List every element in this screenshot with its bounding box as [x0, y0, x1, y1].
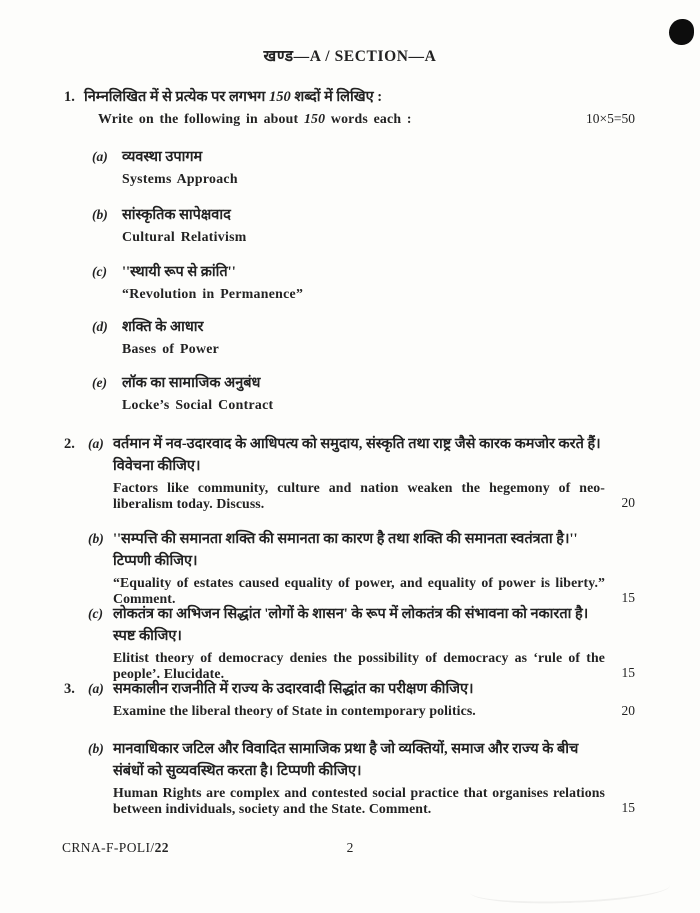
q1-hindi-wordcount: 150 — [268, 89, 291, 105]
question-3-part-a — [64, 678, 635, 719]
q3b-hindi: मानवाधिकार जटिल और विवादित सामाजिक प्रथा है जो व्यक्तियों, समाज और राज्य के बीच संबंधों को सुव्यवस्थित करता है। टिप्पणी कीजिए। — [113, 741, 579, 779]
q3b-english: Human Rights are complex and contested social practice that organises relations between individuals, society and the State. Comment. — [113, 785, 605, 816]
item-b-label: (b) — [92, 207, 108, 222]
q2c-hindi: लोकतंत्र का अभिजन सिद्धांत 'लोगों के शासन' के रूप में लोकतंत्र की संभावना को नकारता है। स्पष्ट कीजिए। — [113, 606, 589, 644]
q1-english-pre: Write on the following in about — [98, 111, 304, 126]
item-c-english: “Revolution in Permanence” — [122, 286, 304, 301]
item-b-hindi: सांस्कृतिक सापेक्षवाद — [122, 207, 231, 223]
item-c-hindi: ''स्थायी रूप से क्रांति'' — [122, 264, 236, 280]
paper-code-prefix: CRNA-F-POLI/ — [62, 840, 155, 855]
q2b-marks: 15 — [621, 590, 635, 605]
item-d-body — [122, 317, 592, 357]
q1-hindi-pre: निम्नलिखित में से प्रत्येक पर लगभग — [84, 89, 269, 105]
question-1-marks: 10×5=50 — [586, 110, 635, 126]
q1-english-wordcount: 150 — [303, 111, 326, 126]
q2c-label: (c) — [88, 606, 103, 621]
q1-hindi-post: शब्दों में लिखिए : — [290, 89, 383, 105]
item-e-english: Locke’s Social Contract — [122, 397, 274, 412]
q2a-marks: 20 — [621, 495, 635, 510]
item-e-hindi: लॉक का सामाजिक अनुबंध — [122, 375, 261, 391]
q3b-number-placeholder — [64, 738, 88, 816]
question-3-part-b — [64, 738, 635, 816]
question-3-number: 3. — [64, 681, 75, 697]
page-number: 2 — [346, 840, 354, 855]
q3a-label: (a) — [88, 681, 104, 696]
q2b-english: “Equality of estates caused equality of power, and equality of power is liberty.” Comment. — [113, 575, 605, 606]
question-2-part-a — [64, 433, 635, 511]
q3a-body — [113, 678, 605, 719]
item-d-label: (d) — [92, 319, 108, 334]
q2c-english: Elitist theory of democracy denies the possibility of democracy as ‘rule of the people’. Elucidate. — [113, 650, 605, 681]
question-1-text-hindi — [84, 86, 573, 108]
q2a-english: Factors like community, culture and nation weaken the hegemony of neo-liberalism today. Discuss. — [113, 480, 605, 511]
q2b-hindi: ''सम्पत्ति की समानता शक्ति की समानता का कारण है तथा शक्ति की समानता स्वतंत्रता है।'' टिप्पणी कीजिए। — [113, 531, 578, 569]
question-1-body — [84, 86, 573, 127]
q3a-hindi: समकालीन राजनीति में राज्य के उदारवादी सिद्धांत का परीक्षण कीजिए। — [113, 681, 474, 697]
paper-code-number: 22 — [154, 840, 169, 855]
item-b-body — [122, 205, 592, 245]
item-b-english: Cultural Relativism — [122, 229, 247, 244]
question-1 — [64, 86, 635, 127]
item-c-body — [122, 262, 592, 302]
q2b-label: (b) — [88, 531, 104, 546]
question-2-part-c — [64, 603, 635, 681]
q2c-number-placeholder — [64, 603, 88, 681]
item-e-label: (e) — [92, 375, 107, 390]
question-1-number: 1. — [64, 89, 75, 105]
q1-english-post: words each : — [325, 111, 412, 126]
item-a-body — [122, 147, 592, 187]
item-e-body — [122, 373, 592, 413]
question-1-text-english — [84, 111, 573, 127]
item-a-label: (a) — [92, 149, 108, 164]
q2b-number-placeholder — [64, 528, 88, 606]
q2c-body — [113, 603, 605, 681]
item-d-english: Bases of Power — [122, 341, 220, 356]
q2b-body — [113, 528, 605, 606]
item-d-hindi: शक्ति के आधार — [122, 319, 204, 335]
question-1-item-b — [92, 205, 592, 245]
question-1-item-c — [92, 262, 592, 302]
question-1-item-e — [92, 373, 592, 413]
question-2-number: 2. — [64, 436, 75, 452]
q2c-marks: 15 — [621, 665, 635, 680]
scan-artifact — [470, 872, 671, 907]
q3b-body — [113, 738, 605, 816]
q3b-label: (b) — [88, 741, 104, 756]
question-2-part-b — [64, 528, 635, 606]
q3a-marks: 20 — [621, 702, 635, 718]
q2a-label: (a) — [88, 436, 104, 451]
q3b-marks: 15 — [621, 800, 635, 815]
q2a-hindi: वर्तमान में नव-उदारवाद के आधिपत्य को समुदाय, संस्कृति तथा राष्ट्र जैसे कारक कमजोर करते हैं। विवेचना कीजिए। — [113, 436, 601, 474]
item-a-english: Systems Approach — [122, 171, 238, 186]
section-header: खण्ड—A / SECTION—A — [263, 48, 437, 65]
q2a-body — [113, 433, 605, 511]
question-1-item-d — [92, 317, 592, 357]
item-c-label: (c) — [92, 264, 107, 279]
scan-corner-dot — [669, 19, 694, 45]
q3a-english: Examine the liberal theory of State in contemporary politics. — [113, 703, 476, 718]
question-1-item-a — [92, 147, 592, 187]
item-a-hindi: व्यवस्था उपागम — [122, 149, 203, 165]
